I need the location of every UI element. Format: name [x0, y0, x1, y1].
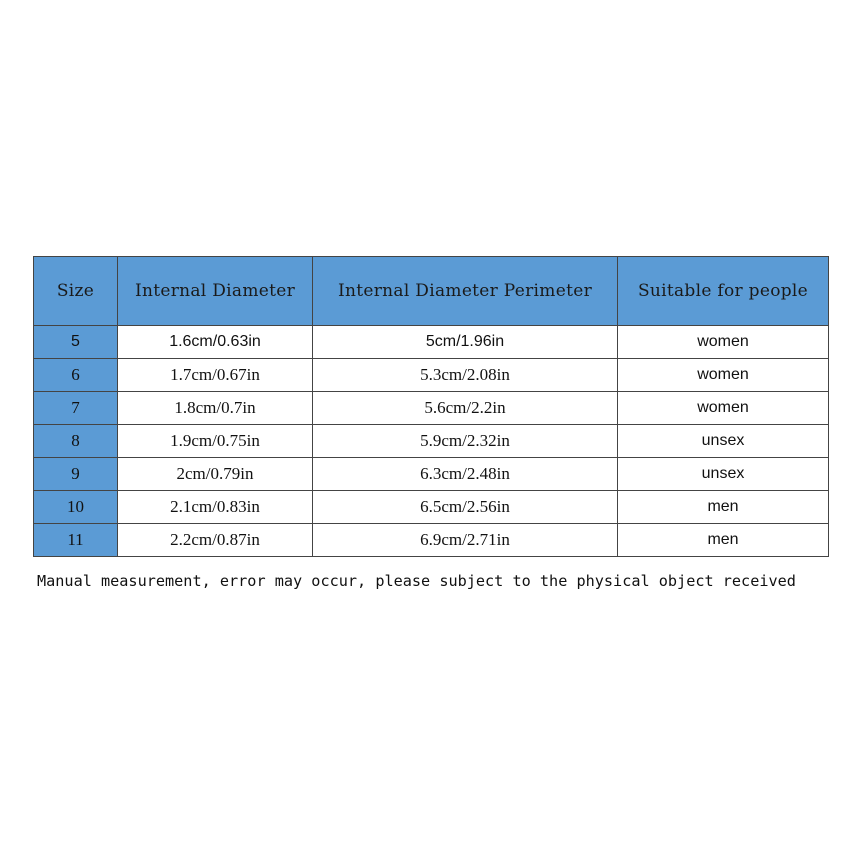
people-cell: unsex — [618, 458, 829, 491]
people-cell: men — [618, 524, 829, 557]
people-cell: unsex — [618, 425, 829, 458]
people-cell: women — [618, 326, 829, 359]
header-row — [34, 257, 829, 326]
diameter-cell: 1.8cm/0.7in — [118, 392, 313, 425]
perimeter-cell: 5.9cm/2.32in — [313, 425, 618, 458]
size-cell: 7 — [34, 392, 118, 425]
people-cell: women — [618, 392, 829, 425]
diameter-cell: 2cm/0.79in — [118, 458, 313, 491]
diameter-cell: 2.1cm/0.83in — [118, 491, 313, 524]
people-cell: women — [618, 359, 829, 392]
perimeter-cell: 5.3cm/2.08in — [313, 359, 618, 392]
size-cell: 9 — [34, 458, 118, 491]
diameter-cell: 1.6cm/0.63in — [118, 326, 313, 359]
diameter-cell: 1.9cm/0.75in — [118, 425, 313, 458]
header-suitable-for-people: Suitable for people — [618, 257, 829, 326]
header-size: Size — [34, 257, 118, 326]
people-cell: men — [618, 491, 829, 524]
size-cell: 10 — [34, 491, 118, 524]
perimeter-cell: 6.9cm/2.71in — [313, 524, 618, 557]
header-internal-diameter-perimeter: Internal Diameter Perimeter — [313, 257, 618, 326]
table-row — [34, 359, 829, 392]
table-row — [34, 524, 829, 557]
size-cell: 5 — [34, 326, 118, 359]
perimeter-cell: 6.3cm/2.48in — [313, 458, 618, 491]
table-row — [34, 458, 829, 491]
diameter-cell: 1.7cm/0.67in — [118, 359, 313, 392]
table-row — [34, 425, 829, 458]
perimeter-cell: 5cm/1.96in — [313, 326, 618, 359]
size-cell: 6 — [34, 359, 118, 392]
measurement-disclaimer: Manual measurement, error may occur, please subject to the physical object received — [37, 572, 796, 590]
table-row — [34, 326, 829, 359]
perimeter-cell: 5.6cm/2.2in — [313, 392, 618, 425]
size-cell: 11 — [34, 524, 118, 557]
size-cell: 8 — [34, 425, 118, 458]
table-row — [34, 491, 829, 524]
size-chart-table — [33, 256, 829, 557]
perimeter-cell: 6.5cm/2.56in — [313, 491, 618, 524]
table-row — [34, 392, 829, 425]
header-internal-diameter: Internal Diameter — [118, 257, 313, 326]
diameter-cell: 2.2cm/0.87in — [118, 524, 313, 557]
